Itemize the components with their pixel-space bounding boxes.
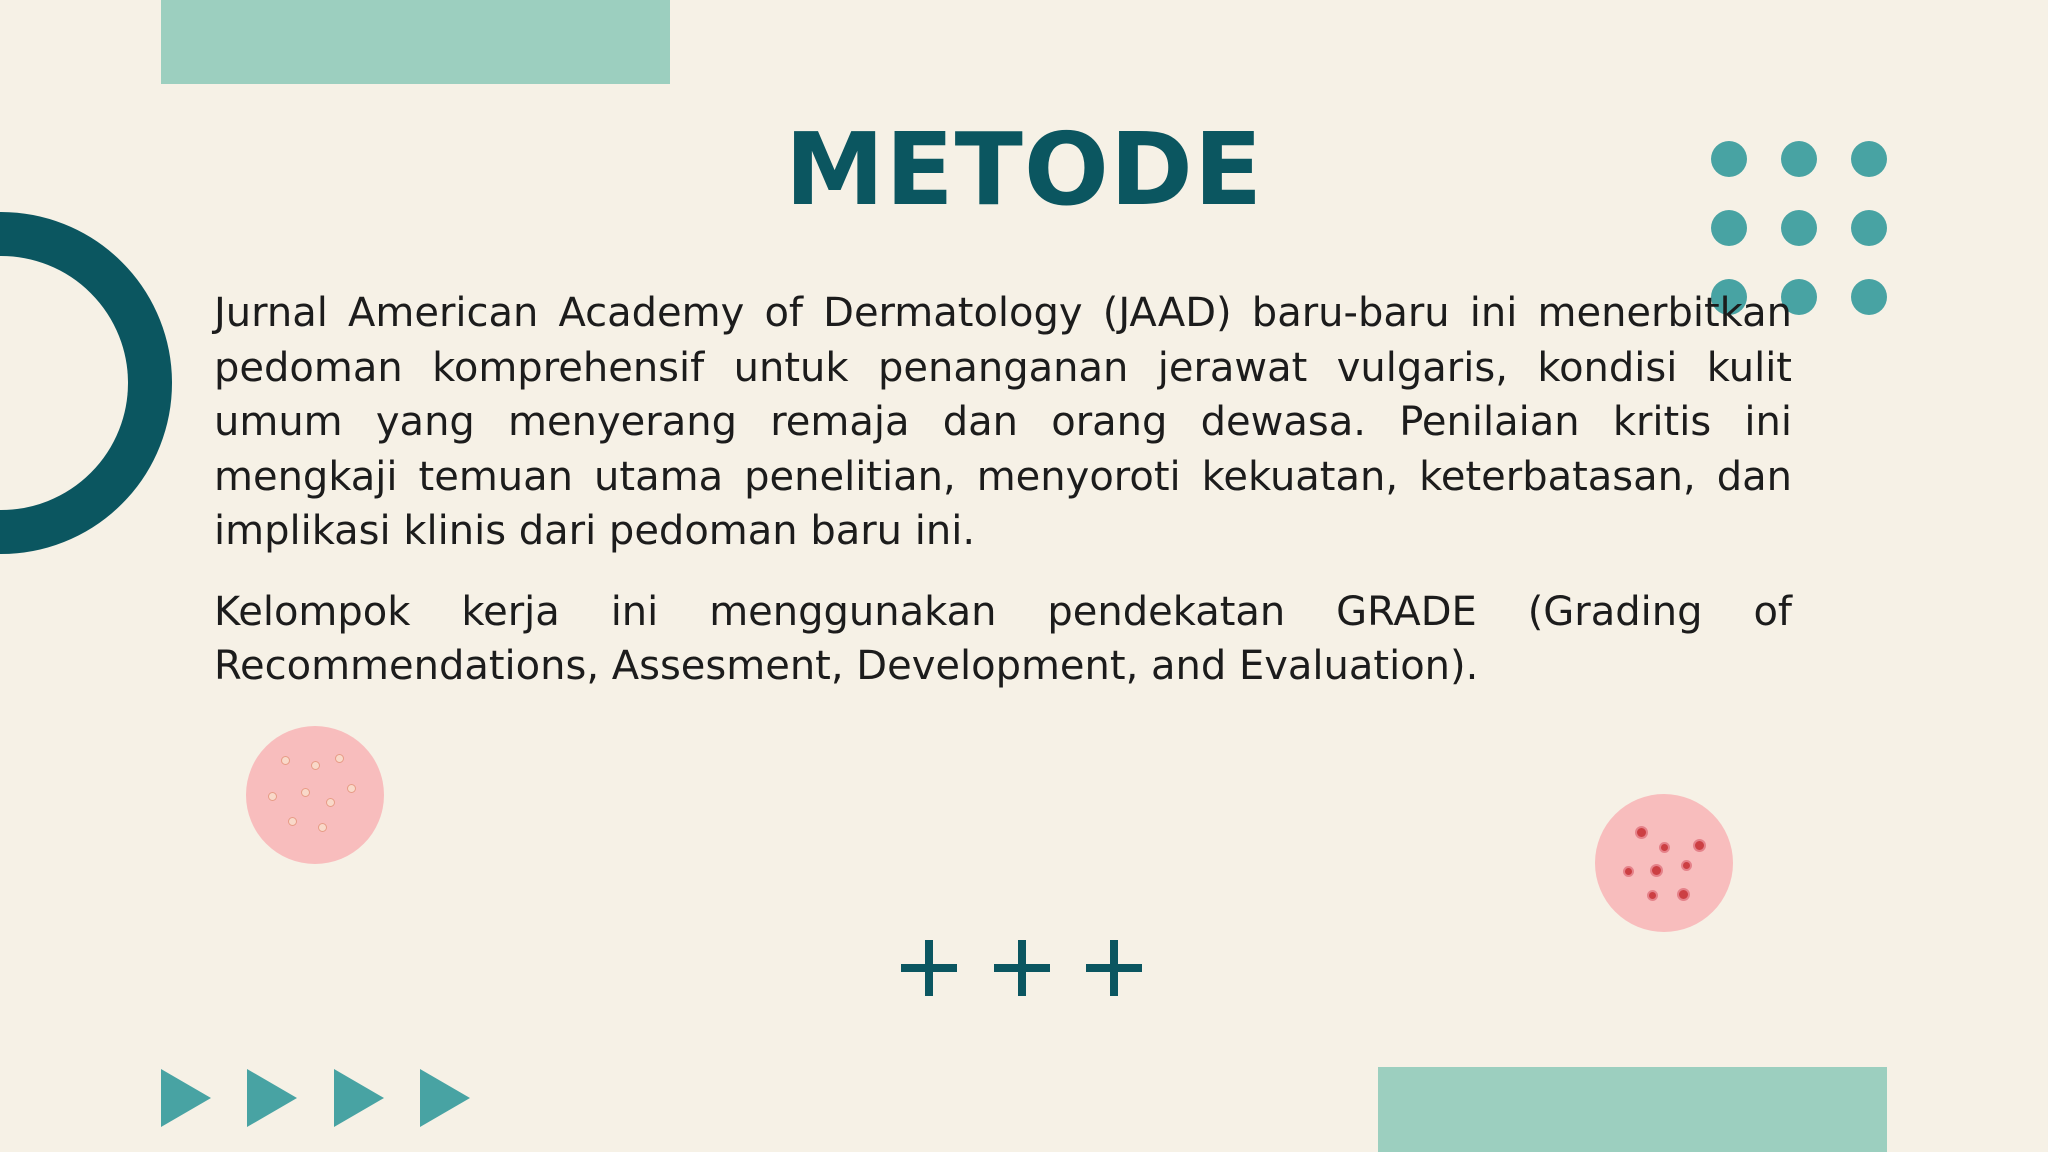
play-arrow-icon (161, 1069, 211, 1127)
play-arrow-icon (420, 1069, 470, 1127)
inflamed-skin-circle-icon (1595, 794, 1733, 932)
body-text (214, 286, 1792, 720)
plus-icon (994, 940, 1050, 996)
bottom-accent-bar (1378, 1067, 1887, 1152)
slide-title: METODE (784, 111, 1264, 228)
plus-icon (1086, 940, 1142, 996)
paragraph-intro: Jurnal American Academy of Dermatology (JAAD) baru-baru ini menerbitkan pedoman komprehensif untuk penanganan jerawat vulgaris, kondisi kulit umum yang menyerang remaja dan orang dewasa. Penilaian kritis ini mengkaji temuan utama penelitian, menyoroti kekuatan, keterbatasan, dan implikasi klinis dari pedoman baru ini. (214, 290, 1792, 554)
plus-icon (901, 940, 957, 996)
top-accent-bar (161, 0, 670, 84)
ring-decoration (0, 212, 172, 554)
dot-icon (1851, 279, 1887, 315)
play-arrow-icon (334, 1069, 384, 1127)
plus-signs (901, 940, 1151, 1000)
paragraph-method: Kelompok kerja ini menggunakan pendekatan GRADE (Grading of Recommendations, Assesment, Development, and Evaluation). (214, 588, 1792, 689)
acne-skin-circle-icon (246, 726, 384, 864)
play-arrow-icon (247, 1069, 297, 1127)
